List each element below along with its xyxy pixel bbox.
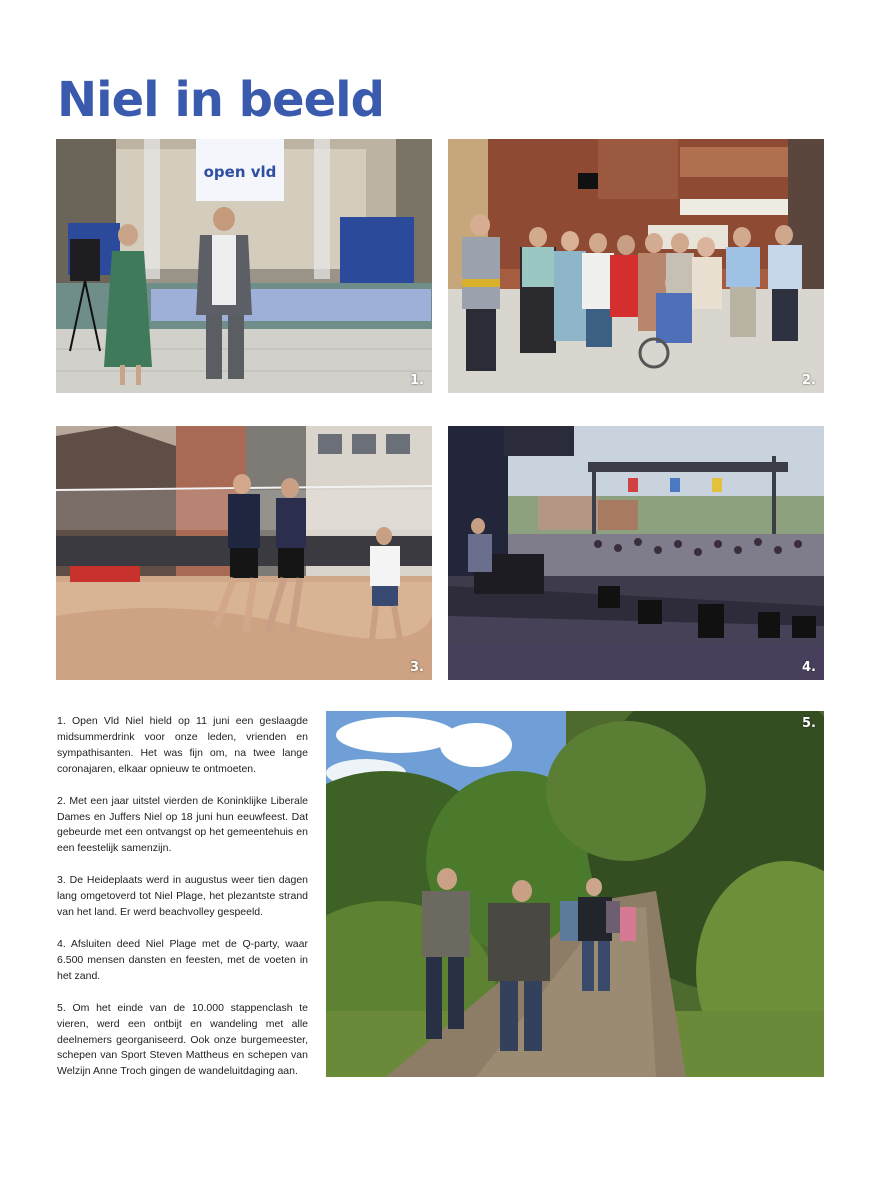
- photo-5-wandeling: [326, 711, 824, 1077]
- photo-1-number: 1.: [410, 373, 424, 388]
- photo-4-q-party: [448, 426, 824, 680]
- caption-5: 5. Om het einde van de 10.000 stappenclash te vieren, werd een ontbijt en wandeling met alle deelnemers georganiseerd. Ook onze burgemeester, schepen van Sport Steven Mattheus en schepen van Welzijn Anne Troch gingen de wandeluitdaging aan.: [57, 1001, 308, 1078]
- photo-3-number: 3.: [410, 660, 424, 675]
- photo-3-beachvolley: [56, 426, 432, 680]
- photo-1-banner-text: open vld: [203, 163, 277, 181]
- caption-1: 1. Open Vld Niel hield op 11 juni een geslaagde midsummerdrink voor onze leden, vrienden en sympathisanten. Het was fijn om, na twee lange coronajaren, elkaar opnieuw te ontmoeten.: [57, 715, 308, 775]
- photo-captions: [57, 714, 308, 1096]
- photo-2-number: 2.: [802, 373, 816, 388]
- photo-5-number: 5.: [802, 716, 816, 731]
- caption-4: 4. Afsluiten deed Niel Plage met de Q-party, waar 6.500 mensen dansten en feesten, met de voeten in het zand.: [57, 937, 308, 982]
- photo-1-midsummerdrink: [56, 139, 432, 393]
- caption-3: 3. De Heideplaats werd in augustus weer tien dagen lang omgetoverd tot Niel Plage, het plezantste strand van het land. Er werd beachvolley gespeeld.: [57, 874, 308, 919]
- page-title: Niel in beeld: [57, 72, 384, 128]
- photo-2-eeuwfeest: [448, 139, 824, 393]
- caption-2: 2. Met een jaar uitstel vierden de Koninklijke Liberale Dames en Juffers Niel op 18 juni hun eeuwfeest. Dat gebeurde met een ontvangst op het gemeentehuis en een feestelijk samenzijn.: [57, 794, 308, 855]
- photo-4-number: 4.: [802, 660, 816, 675]
